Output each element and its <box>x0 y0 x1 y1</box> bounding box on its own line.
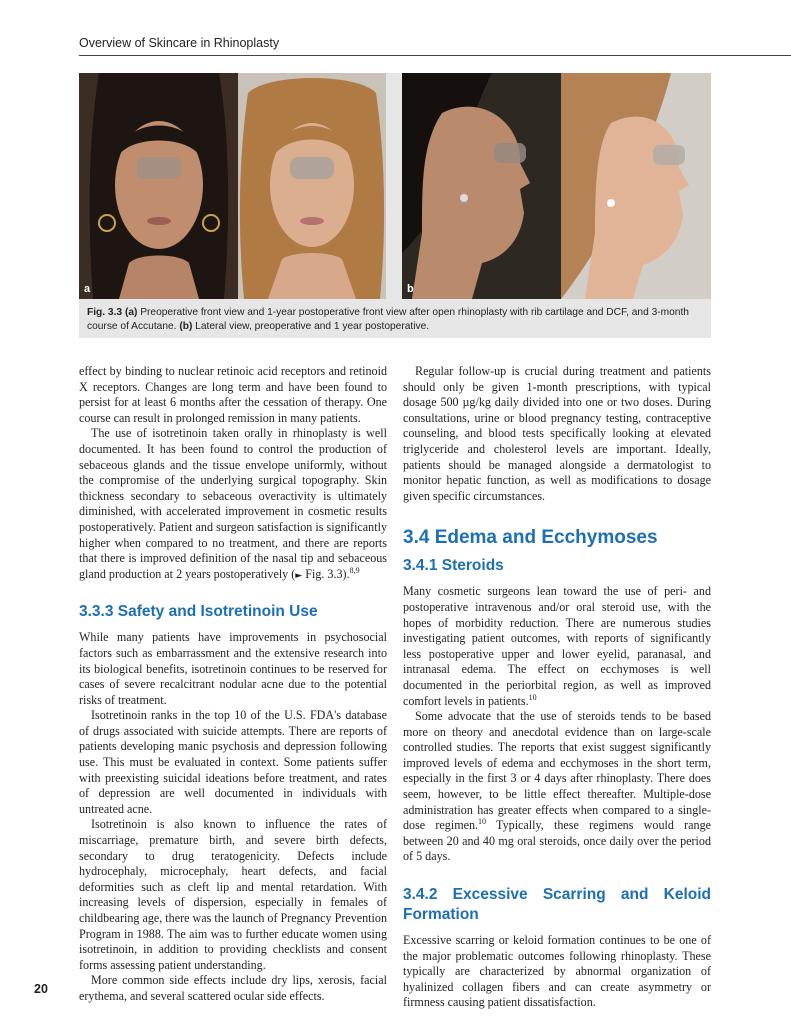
citation: 10 <box>478 817 487 827</box>
paragraph-text: Typically, these regimens would range between 20 and 40 mg oral steroids, once daily over the period of 5 days. <box>403 818 711 864</box>
figure-ref-arrow-icon: ► <box>295 570 303 581</box>
figure-3-3 <box>79 73 711 338</box>
paragraph <box>79 426 387 584</box>
paragraph: Excessive scarring or keloid formation continues to be one of the major problematic outcomes following rhinoplasty. These typically are characterized by abnormal organization of hyalinized collagen fibers and can create asymmetry or firmness causing patient dissatisfaction. <box>403 933 711 1010</box>
photo-lateral-postop <box>561 73 711 299</box>
photo-lateral-preop <box>402 73 561 299</box>
paragraph-text: Some advocate that the use of steroids tends to be based more on theory and anecdotal evidence than on large-scale controlled studies. The reports that exist suggest significantly improved levels of edema and ecchymoses in the short term, especially in the first 3 or 4 days after rhinoplasty. There does seem, however, to be little effect thereafter. Multiple-dose administration has greater effects when compared to a single-dose regimen. <box>403 709 711 833</box>
caption-label: Fig. 3.3 <box>87 307 123 318</box>
paragraph: Isotretinoin is also known to influence the rates of miscarriage, premature birth, and severe birth defects, secondary to drug teratogenicity. Defects include hydrocephaly, microcephaly, heart defects, and facial deformities such as cleft lip and mental retardation. With increasing levels of dispersion, especially in females of childbearing age, there was the launch of Pregnancy Prevention Program in 1988. The aim was to further educate women using isotretinoin, in addition to providing checklists and consent forms assessing patient understanding. <box>79 817 387 972</box>
paragraph: While many patients have improvements in psychosocial factors such as embarrassment and the extensive research into its biological benefits, isotretinoin continues to be reserved for cases of severe recalcitrant nodular acne due to the potential risks of treatment. <box>79 630 387 707</box>
paragraph: Isotretinoin ranks in the top 10 of the U.S. FDA's database of drugs associated with suicide attempts. There are reports of patients developing manic psychosis and depression following use. This must be evaluated in context. Some patients suffer with preexisting suicidal ideations before treatment, and rates of depression are well documented in individuals with untreated acne. <box>79 708 387 816</box>
running-head: Overview of Skincare in Rhinoplasty <box>79 36 280 50</box>
figure-ref-link[interactable]: Fig. 3.3). <box>302 566 350 581</box>
caption-a-marker: (a) <box>124 307 138 318</box>
caption-b-marker: (b) <box>179 321 193 332</box>
citation: 10 <box>528 692 537 702</box>
paragraph <box>403 584 711 709</box>
paragraph <box>403 709 711 865</box>
photo-front-postop <box>238 73 386 299</box>
heading-3-3-3: 3.3.3 Safety and Isotretinoin Use <box>79 603 318 621</box>
paragraph: More common side effects include dry lips, xerosis, facial erythema, and several scattered ocular side effects. <box>79 973 387 1003</box>
paragraph: effect by binding to nuclear retinoic acid receptors and retinoid X receptors. Changes are long term and have been found to persist for at least 6 months after the cessation of therapy. One course can result in prolonged remission in many patients. <box>79 364 387 425</box>
figure-caption <box>87 306 703 334</box>
paragraph: Regular follow-up is crucial during treatment and patients should only be given 1-month prescriptions, with typical dosage 500 µg/kg daily divided into one or two doses. During consultations, urine or blood pregnancy testing, contraceptive counseling, and blood tests specifically looking at elevated triglyceride and cholesterol levels are important. Ideally, patients should be managed alongside a dermatologist to monitor hepatic function, as well as modifications to dosage given specific circumstances. <box>403 364 711 503</box>
heading-3-4-1: 3.4.1 Steroids <box>403 557 504 575</box>
page-number: 20 <box>34 982 48 996</box>
caption-b-text: Lateral view, preoperative and 1 year postoperative. <box>192 321 430 332</box>
panel-label-a: a <box>84 283 91 295</box>
citation: 8,9 <box>349 565 360 575</box>
right-column <box>403 364 711 1011</box>
header-rule <box>79 55 791 56</box>
panel-label-b: b <box>407 283 414 295</box>
photo-front-preop <box>79 73 238 299</box>
caption-a-text: Preoperative front view and 1-year postoperative front view after open rhinoplasty with rib cartilage and DCF, and 3-month course of Accutane. <box>87 307 689 332</box>
paragraph-text: Many cosmetic surgeons lean toward the use of peri- and postoperative intravenous and/or oral steroid use, with the hopes of morbidity reduction. There are numerous studies investigating patient outcomes, with reports of significantly less postoperative upper and lower eyelid, paranasal, and intranasal edema. The effect on ecchymoses is well documented in the periorbital region, as well as improved comfort levels in patients. <box>403 584 711 708</box>
paragraph-text: The use of isotretinoin taken orally in rhinoplasty is well documented. It has been found to control the production of sebaceous glands and the tissue envelope uniformly, without the compromise of the underlying surgical topography. Skin thickness secondary to sebaceous overactivity is ultimately diminished, with accelerated improvement in cosmetic results postoperatively. Patient and surgeon satisfaction is significantly higher when compared to no treatment, and there are reports that there is improved definition of the nasal tip and sebaceous gland production at 2 years postoperatively ( <box>79 426 387 581</box>
heading-3-4-2: 3.4.2 Excessive Scarring and Keloid Formation <box>403 886 711 924</box>
left-column <box>79 364 387 1005</box>
heading-3-4: 3.4 Edema and Ecchymoses <box>403 527 658 549</box>
